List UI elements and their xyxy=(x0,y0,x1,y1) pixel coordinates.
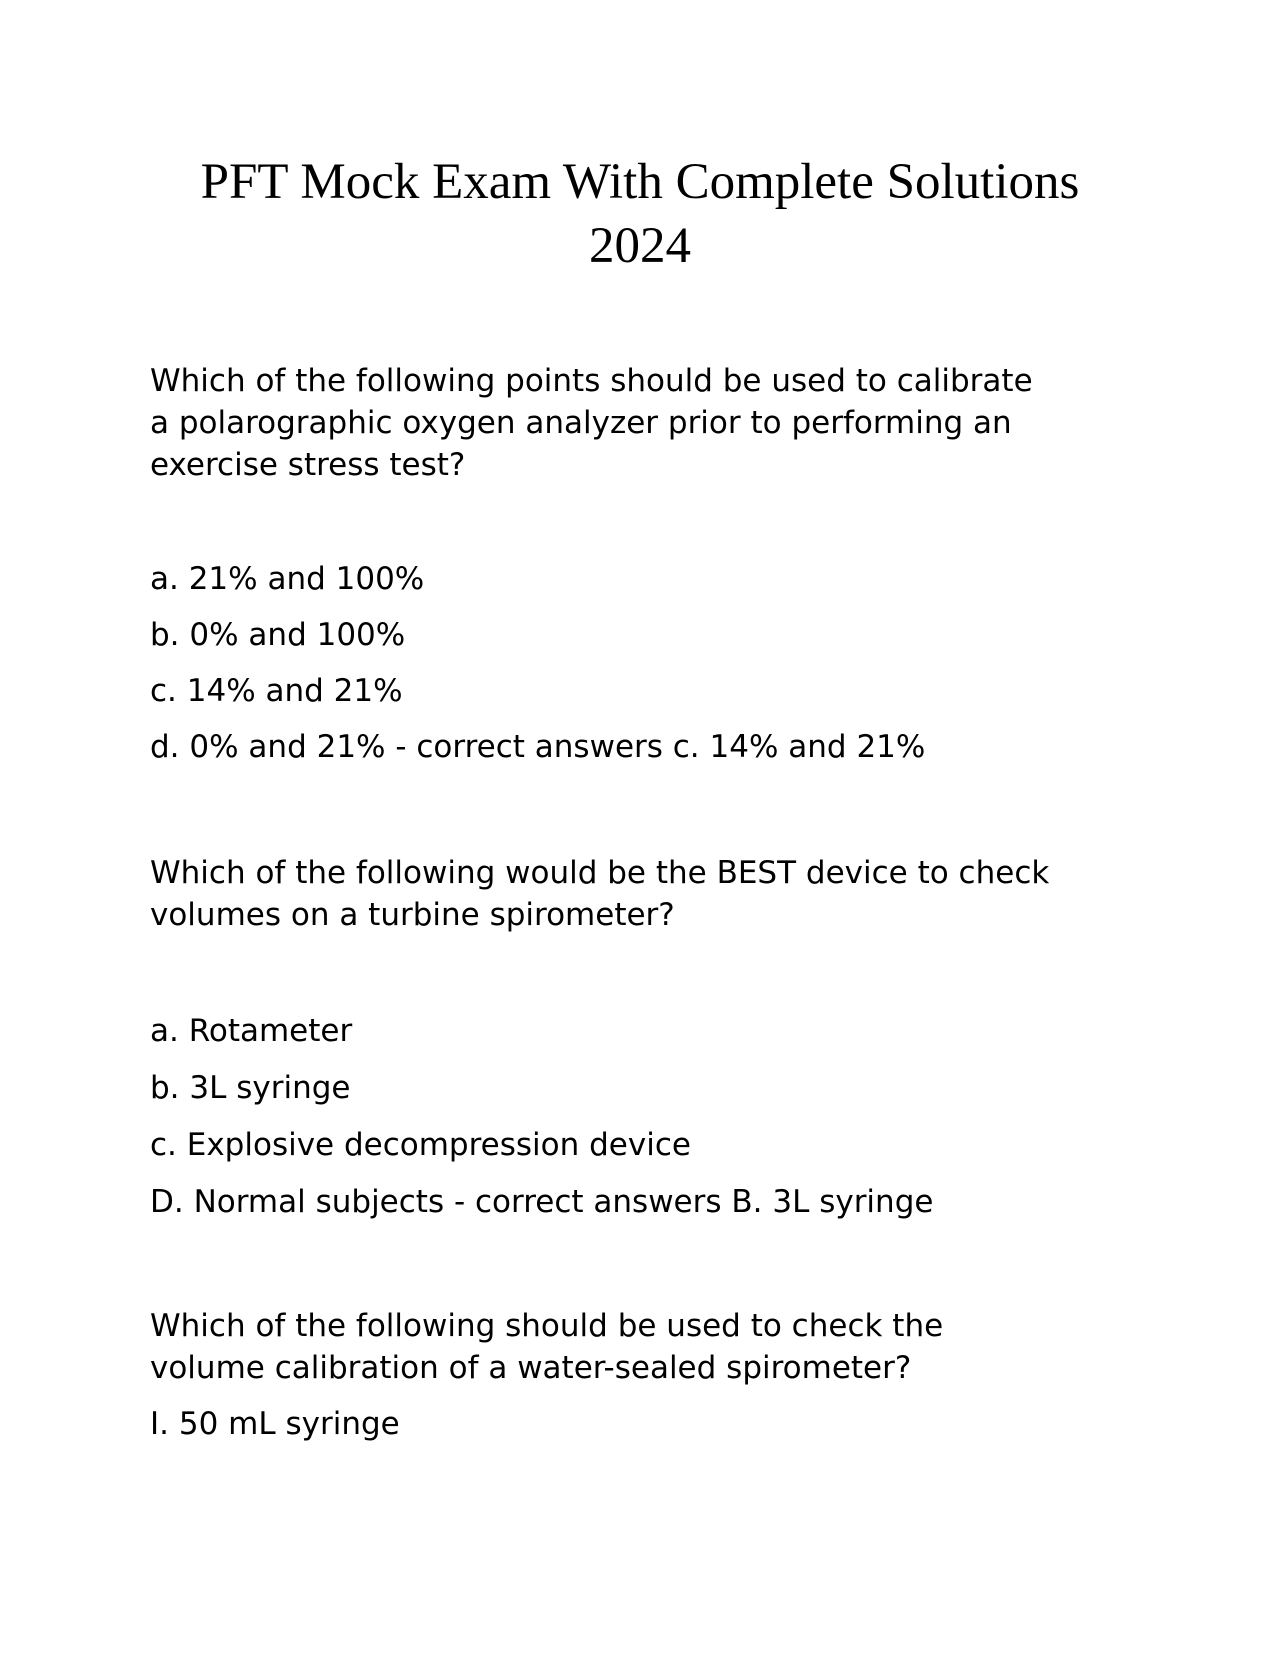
option-item: I. 50 mL syringe xyxy=(150,1406,400,1442)
option-item: c. 14% and 21% xyxy=(150,673,403,709)
option-item: c. Explosive decompression device xyxy=(150,1127,691,1163)
question-1 xyxy=(150,360,1150,486)
option-item: D. Normal subjects - correct answers B. 3L syringe xyxy=(150,1184,934,1220)
option-item: d. 0% and 21% - correct answers c. 14% and 21% xyxy=(150,729,926,765)
question-1-line: Which of the following points should be used to calibrate xyxy=(150,363,1033,399)
question-2-options xyxy=(150,1010,1150,1238)
question-3-line: volume calibration of a water-sealed spirometer? xyxy=(150,1350,912,1386)
question-2-line: volumes on a turbine spirometer? xyxy=(150,897,675,933)
question-2 xyxy=(150,852,1150,936)
option-item: a. 21% and 100% xyxy=(150,561,425,597)
question-3 xyxy=(150,1305,1150,1389)
question-1-options xyxy=(150,558,1150,782)
document-title xyxy=(150,150,1130,278)
question-1-line: exercise stress test? xyxy=(150,447,466,483)
question-3-line: Which of the following should be used to check the xyxy=(150,1308,944,1344)
question-1-line: a polarographic oxygen analyzer prior to performing an xyxy=(150,405,1012,441)
question-2-line: Which of the following would be the BEST device to check xyxy=(150,855,1050,891)
question-3-options xyxy=(150,1403,1150,1460)
option-item: a. Rotameter xyxy=(150,1013,353,1049)
option-item: b. 3L syringe xyxy=(150,1070,351,1106)
title-line-1: PFT Mock Exam With Complete Solutions xyxy=(200,154,1080,210)
option-item: b. 0% and 100% xyxy=(150,617,406,653)
title-line-2: 2024 xyxy=(589,218,691,274)
